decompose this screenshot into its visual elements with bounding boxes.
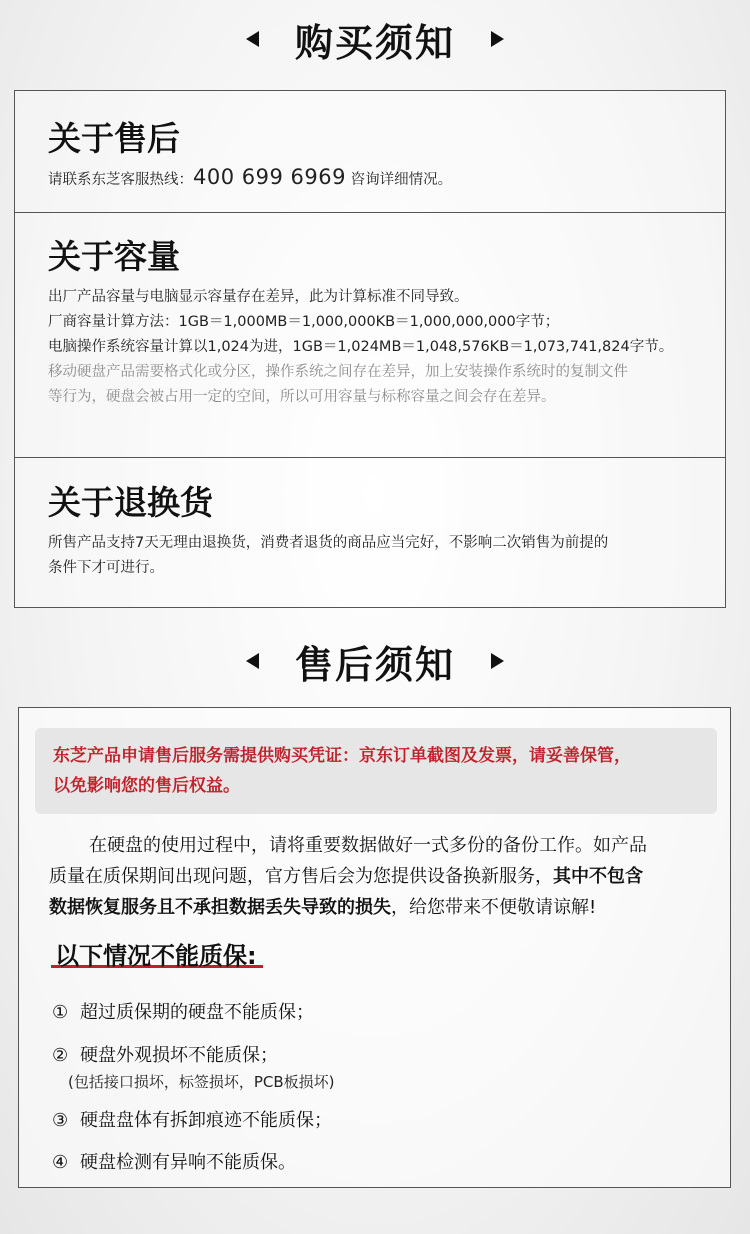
after-sales-notice-box bbox=[18, 707, 731, 1188]
after-sales-notice-header bbox=[0, 636, 750, 686]
item-number: ③ bbox=[52, 1110, 69, 1131]
list-item bbox=[52, 1041, 278, 1067]
item-text: 硬盘盘体有拆卸痕迹不能质保； bbox=[80, 1110, 332, 1131]
item-text: 超过质保期的硬盘不能质保； bbox=[80, 1002, 314, 1023]
capacity-line: 移动硬盘产品需要格式化或分区，操作系统之间存在差异，加上安装操作系统时的复制文件 bbox=[48, 364, 628, 380]
purchase-notice-box bbox=[14, 90, 726, 608]
list-item bbox=[52, 998, 314, 1024]
returns-heading: 关于退换货 bbox=[48, 483, 213, 522]
divider bbox=[15, 457, 725, 458]
notice-line: 东芝产品申请售后服务需提供购买凭证：京东订单截图及发票，请妥善保管， bbox=[53, 746, 631, 766]
capacity-heading: 关于容量 bbox=[48, 237, 180, 276]
returns-line: 所售产品支持7天无理由退换货，消费者退货的商品应当完好，不影响二次销售为前提的 bbox=[48, 535, 609, 551]
warranty-exclusions-heading bbox=[55, 936, 257, 971]
item-text: 硬盘外观损坏不能质保； bbox=[80, 1045, 278, 1066]
item-number: ② bbox=[52, 1045, 69, 1066]
paragraph-line bbox=[49, 892, 709, 923]
list-item bbox=[52, 1148, 296, 1174]
capacity-line: 厂商容量计算方法：1GB＝1,000MB＝1,000,000KB＝1,000,000,000字节； bbox=[48, 314, 560, 330]
returns-block bbox=[15, 483, 725, 581]
divider bbox=[15, 212, 725, 213]
paragraph-bold-text: 数据恢复服务且不承担数据丢失导致的损失 bbox=[49, 897, 391, 918]
item-number: ④ bbox=[52, 1152, 69, 1173]
after-sales-block bbox=[15, 119, 725, 193]
capacity-line: 等行为，硬盘会被占用一定的空间，所以可用容量与标称容量之间会存在差异。 bbox=[48, 389, 556, 405]
hotline-suffix: 咨询详细情况。 bbox=[350, 172, 453, 188]
purchase-notice-header bbox=[0, 14, 750, 64]
hotline-line bbox=[48, 165, 725, 193]
capacity-line: 电脑操作系统容量计算以1,024为进，1GB＝1,024MB＝1,048,576KB＝1,073,741,824字节。 bbox=[48, 339, 674, 355]
paragraph-text: 质量在质保期间出现问题，官方售后会为您提供设备换新服务， bbox=[49, 866, 553, 887]
item-number: ① bbox=[52, 1002, 69, 1023]
list-item bbox=[52, 1106, 332, 1132]
right-arrow-icon bbox=[491, 31, 504, 47]
capacity-block bbox=[15, 237, 725, 410]
backup-paragraph bbox=[49, 830, 709, 923]
left-arrow-icon bbox=[246, 31, 259, 47]
returns-line: 条件下才可进行。 bbox=[48, 560, 164, 576]
warranty-exclusions-heading-text: 以下情况不能质保: bbox=[55, 942, 257, 970]
paragraph-text: ，给您带来不便敬请谅解! bbox=[391, 897, 597, 918]
left-arrow-icon bbox=[246, 653, 259, 669]
paragraph-bold-text: 其中不包含 bbox=[553, 866, 643, 887]
proof-of-purchase-notice bbox=[35, 728, 717, 814]
after-sales-notice-title: 售后须知 bbox=[294, 642, 455, 687]
list-item-note: (包括接口损坏，标签损坏，PCB板损坏) bbox=[68, 1073, 335, 1091]
item-text: 硬盘检测有异响不能质保。 bbox=[80, 1152, 296, 1173]
paragraph-line bbox=[49, 861, 709, 892]
hotline-number: 400 699 6969 bbox=[193, 165, 346, 189]
notice-line: 以免影响您的售后权益。 bbox=[53, 776, 240, 796]
hotline-label: 请联系东芝客服热线： bbox=[48, 172, 193, 188]
after-sales-heading: 关于售后 bbox=[48, 119, 180, 158]
paragraph-line: 在硬盘的使用过程中，请将重要数据做好一式多份的备份工作。如产品 bbox=[89, 835, 647, 856]
capacity-line: 出厂产品容量与电脑显示容量存在差异，此为计算标准不同导致。 bbox=[48, 289, 469, 305]
purchase-notice-title: 购买须知 bbox=[294, 20, 455, 65]
right-arrow-icon bbox=[491, 653, 504, 669]
